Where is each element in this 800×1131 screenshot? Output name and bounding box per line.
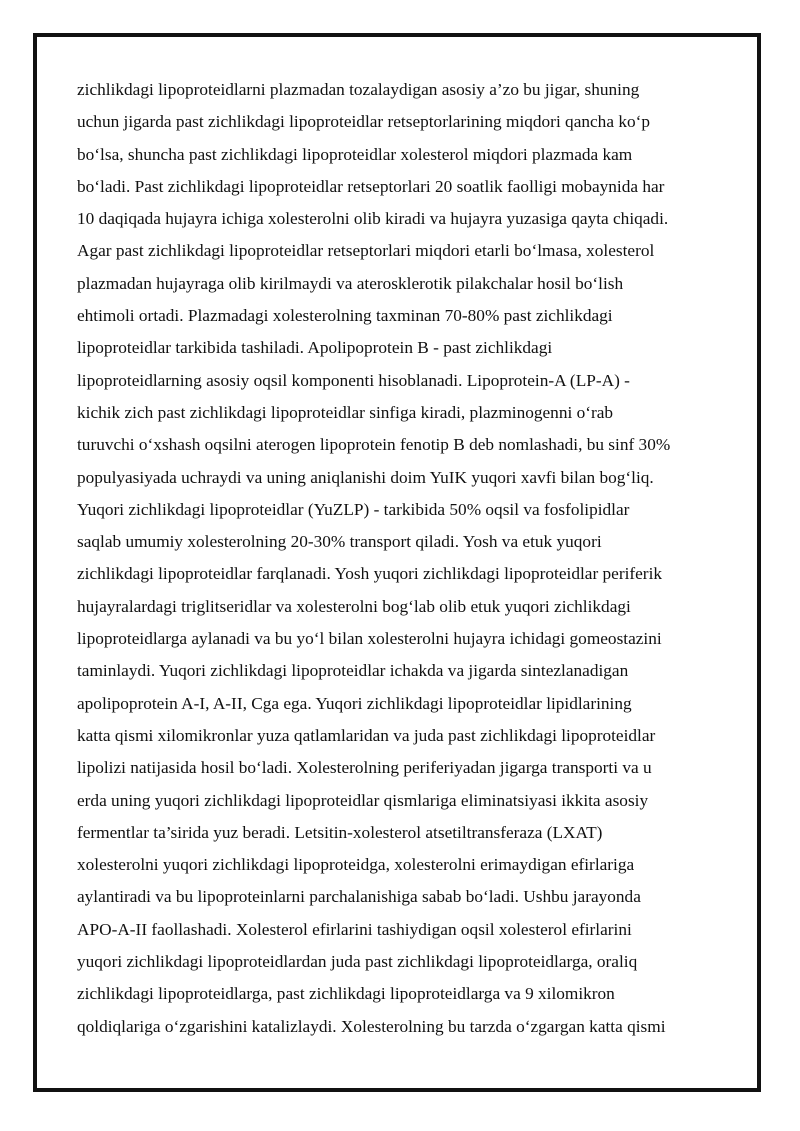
text-line: apolipoprotein A-I, A-II, Cga ega. Yuqori zichlikdagi lipoproteidlar lipidlarining — [77, 693, 632, 713]
text-line: zichlikdagi lipoproteidlar farqlanadi. Yosh yuqori zichlikdagi lipoproteidlar periferik — [77, 564, 663, 584]
text-line: yuqori zichlikdagi lipoproteidlardan juda past zichlikdagi lipoproteidlarga, oraliq — [77, 952, 638, 972]
text-line: xolesterolni yuqori zichlikdagi lipoproteidga, xolesterolni erimaydigan efirlariga — [77, 855, 635, 875]
text-line: Agar past zichlikdagi lipoproteidlar retseptorlari miqdori etarli bo‘lmasa, xolesterol — [77, 241, 655, 261]
text-line: hujayralardagi triglitseridlar va xolesterolni bog‘lab olib etuk yuqori zichlikdagi — [77, 596, 631, 616]
text-line: saqlab umumiy xolesterolning 20-30% transport qiladi. Yosh va etuk yuqori — [77, 532, 602, 552]
text-line: katta qismi xilomikronlar yuza qatlamlaridan va juda past zichlikdagi lipoproteidlar — [77, 725, 656, 745]
text-line: lipoproteidlarga aylanadi va bu yo‘l bilan xolesterolni hujayra ichidagi gomeostazini — [77, 629, 662, 649]
text-line: lipoproteidlar tarkibida tashiladi. Apolipoprotein B - past zichlikdagi — [77, 338, 553, 358]
text-line: qoldiqlariga o‘zgarishini katalizlaydi. Xolesterolning bu tarzda o‘zgargan katta qismi — [77, 1016, 666, 1036]
text-line: turuvchi o‘xshash oqsilni aterogen lipoprotein fenotip B deb nomlashadi, bu sinf 30% — [77, 435, 671, 455]
text-line: kichik zich past zichlikdagi lipoproteidlar sinfiga kiradi, plazminogenni o‘rab — [77, 402, 614, 422]
text-line: 10 daqiqada hujayra ichiga xolesterolni olib kiradi va hujayra yuzasiga qayta chiqadi. — [77, 209, 669, 229]
text-line: lipoproteidlarning asosiy oqsil komponenti hisoblanadi. Lipoprotein-A (LP-A) - — [77, 370, 630, 390]
text-line: aylantiradi va bu lipoproteinlarni parchalanishiga sabab bo‘ladi. Ushbu jarayonda — [77, 887, 641, 907]
text-line: erda uning yuqori zichlikdagi lipoproteidlar qismlariga eliminatsiyasi ikkita asosiy — [77, 790, 649, 810]
document-body-text — [77, 74, 737, 1043]
text-line: lipolizi natijasida hosil bo‘ladi. Xolesterolning periferiyadan jigarga transporti va u — [77, 758, 652, 778]
text-line: APO-A-II faollashadi. Xolesterol efirlarini tashiydigan oqsil xolesterol efirlarini — [77, 919, 632, 939]
text-line: plazmadan hujayraga olib kirilmaydi va aterosklerotik pilakchalar hosil bo‘lish — [77, 273, 624, 293]
text-line: ehtimoli ortadi. Plazmadagi xolesterolning taxminan 70-80% past zichlikdagi — [77, 306, 613, 326]
text-line: taminlaydi. Yuqori zichlikdagi lipoproteidlar ichakda va jigarda sintezlanadigan — [77, 661, 629, 681]
text-line: Yuqori zichlikdagi lipoproteidlar (YuZLP) - tarkibida 50% oqsil va fosfolipidlar — [77, 499, 630, 519]
text-line: populyasiyada uchraydi va uning aniqlanishi doim YuIK yuqori xavfi bilan bog‘liq. — [77, 467, 654, 487]
text-line: zichlikdagi lipoproteidlarga, past zichlikdagi lipoproteidlarga va 9 xilomikron — [77, 984, 615, 1004]
text-line: bo‘ladi. Past zichlikdagi lipoproteidlar retseptorlari 20 soatlik faolligi mobaynida har — [77, 176, 665, 196]
text-line: uchun jigarda past zichlikdagi lipoproteidlar retseptorlarining miqdori qancha ko‘p — [77, 112, 650, 132]
text-line: fermentlar ta’sirida yuz beradi. Letsitin-xolesterol atsetiltransferaza (LXAT) — [77, 822, 603, 842]
text-line: zichlikdagi lipoproteidlarni plazmadan tozalaydigan asosiy a’zo bu jigar, shuning — [77, 80, 640, 99]
text-line: bo‘lsa, shuncha past zichlikdagi lipoproteidlar xolesterol miqdori plazmada kam — [77, 144, 633, 164]
